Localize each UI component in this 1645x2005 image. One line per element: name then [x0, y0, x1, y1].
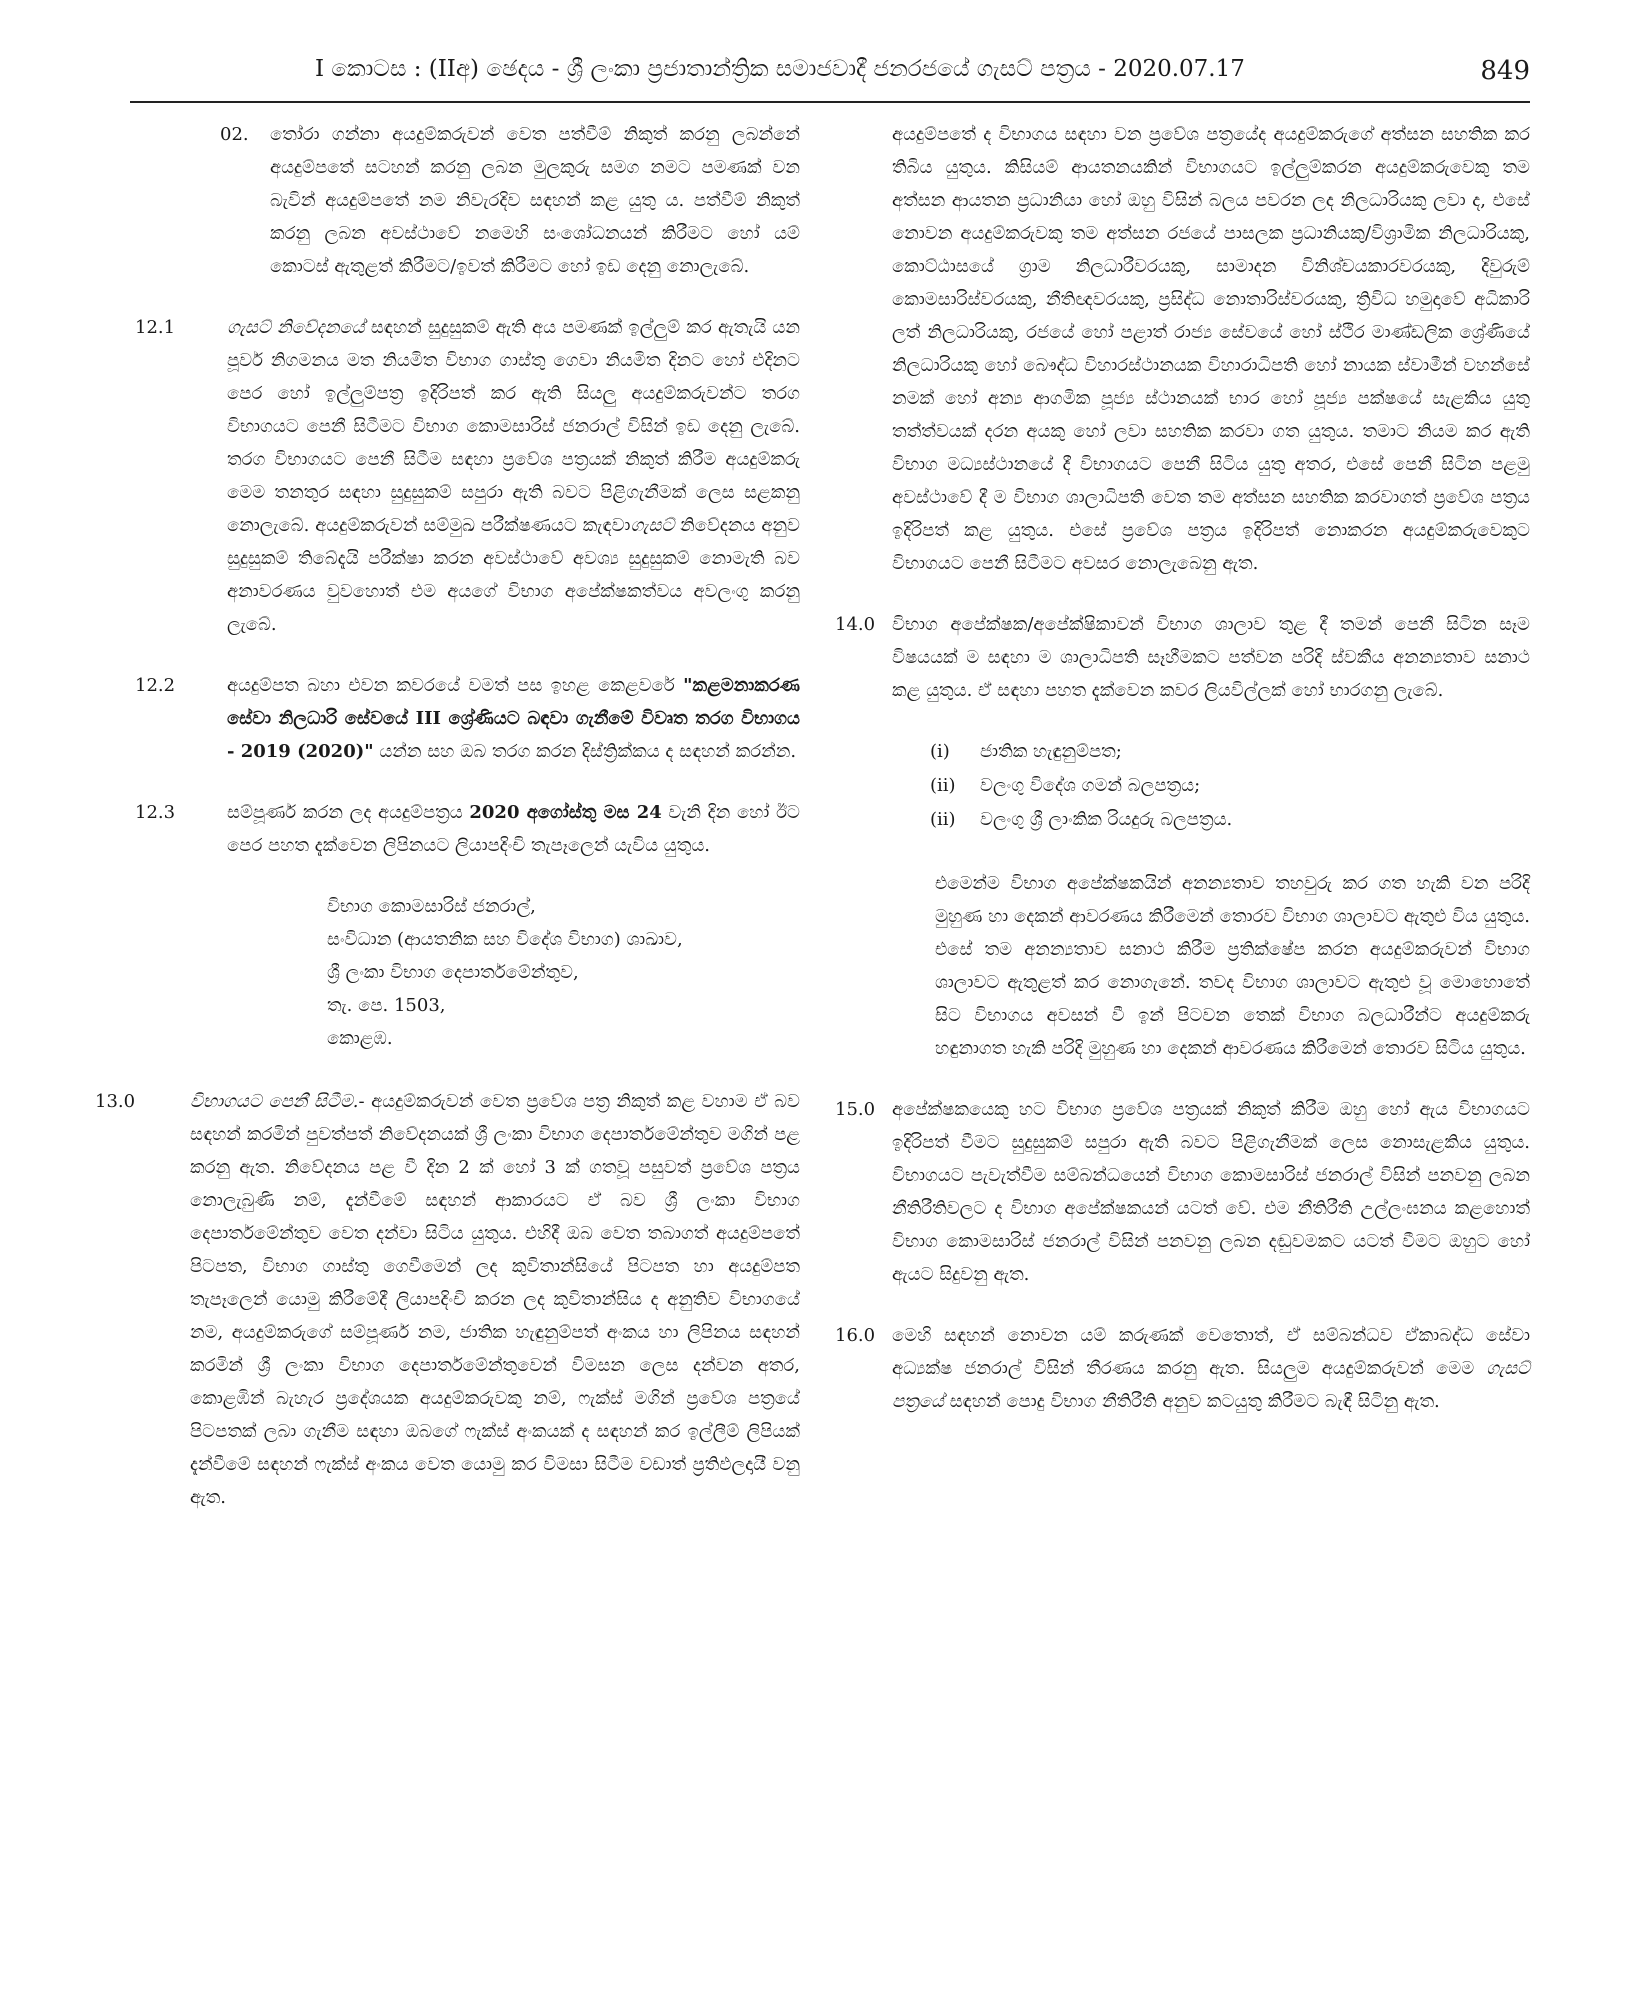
italic-term: ගැසට් — [630, 515, 675, 536]
paragraph-text: තෝරා ගන්නා අයදුම්කරුවන් වෙත පත්වීම් නිකුත් කරනු ලබන්නේ අයදුම්පතේ සටහන් කරනු ලබන මුලකුරු සමග නමට පමණක් වන බැවින් අයදුම්පතේ නම නිවැරදිව සඳහන් කළ යුතු ය. පත්වීම් නිකුත් කරනු ලබන අවස්ථාවේ නමෙහි සංශෝධනයන් කිරීමට හෝ යම් කොටස් ඇතුළත් කිරීමට/ඉවත් කිරීමට හෝ ඉඩ දෙනු නොලැබේ. — [270, 124, 800, 277]
page-number: 849 — [1480, 56, 1530, 86]
list-item-text: ජාතික හැඳුනුම්පත; — [980, 741, 1122, 762]
list-item-text: වලංගු විදේශ ගමන් බලපත්‍රය; — [980, 775, 1201, 796]
paragraph-number: 13.0 — [95, 1091, 136, 1112]
list-marker: (ii) — [930, 809, 956, 830]
section-heading-italic: විභාගයට පෙනී සිටීම. — [190, 1091, 359, 1112]
paragraph-15-0 — [835, 1093, 1530, 1291]
header-title: I කොටස : (IIඅ) ඡෙදය - ශ්‍රී ලංකා ප්‍රජාතාන්ත්‍රික සමාජවාදී ජනරජයේ ගැසට් පත්‍රය - 2020.07.17 — [315, 56, 1245, 82]
paragraph-text — [892, 1319, 1530, 1418]
paragraph-text-part: යන්න සහ ඔබ තරග කරන දිස්ත්‍රික්කය ද සඳහන් කරන්න. — [373, 741, 797, 762]
deadline-date-bold: 2020 අගෝස්තු මස 24 — [469, 802, 662, 823]
paragraph-text — [190, 1085, 800, 1514]
address-line: සංවිධාන (ආයතනික සහ විදේශ විභාග) ශාඛාව, — [327, 929, 683, 950]
paragraph-13-0 — [95, 1085, 800, 1514]
id-documents-list — [930, 735, 1530, 837]
paragraph-14-0 — [835, 608, 1530, 707]
header-rule — [130, 101, 1530, 103]
paragraph-12-1 — [135, 311, 800, 641]
paragraph-text-part: සඳහන් සුදුසුකම් ඇති අය පමණක් ඉල්ලුම් කර ඇතැයි යන පූර්ව නිගමනය මත නියමිත විභාග ගාස්තු ගෙවා නියමිත දිනට හෝ එදිනට පෙර හෝ ඉල්ලුම්පත්‍ර ඉදිරිපත් කර ඇති සියලු අයදුම්කරුවන්ට තරග විභාගයට පෙනී සිටීමට විභාග කොමසාරිස් ජනරාල් විසින් ඉඩ දෙනු ලැබේ. තරග විභාගයට පෙනී සිටීම සඳහා ප්‍රවේශ පත්‍රයක් නිකුත් කිරීම අයදුම්කරු මෙම තනතුර සඳහා සුදුසුකම් සපුරා ඇති බවට පිළිගැනීමක් ලෙස සළකනු නොලැබේ. අයදුම්කරුවන් සම්මුඛ පරීක්ෂණයට කැඳවා — [227, 317, 800, 536]
paragraph-text — [227, 311, 800, 641]
paragraph-12-2 — [135, 669, 800, 768]
paragraph-number: 14.0 — [835, 614, 876, 635]
paragraph-text — [227, 669, 800, 768]
paragraph-14-continued: එමෙන්ම විභාග අපේක්ෂකයින් අනන්‍යතාව තහවුරු කර ගත හැකි වන පරිදි මුහුණ හා දෙකන් ආවරණය කිරීමෙන් තොරව විභාග ශාලාවට ඇතුළු විය යුතුය. එසේ තම අනන්‍යතාව සනාථ කිරීම ප්‍රතික්ෂේප කරන අයදුම්කරුවන් විභාග ශාලාවට ඇතුළත් කර නොගැනේ. තවද විභාග ශාලාවට ඇතුළු වූ මොහොතේ සිට විභාගය අවසන් වී ඉන් පිටවන තෙක් විභාග බලධාරීන්ට අයදුම්කරු හඳුනාගත හැකි පරිදි මුහුණ හා දෙකන් ආවරණය කිරීමෙන් තොරව සිටිය යුතුය. — [935, 873, 1530, 1059]
paragraph-text: අයදුම්පතේ ද විභාගය සඳහා වන ප්‍රවේශ පත්‍රයේද අයදුම්කරුගේ අත්සන සහතික කර තිබිය යුතුය. කිසියම් ආයතනයකින් විභාගයට ඉල්ලුම්කරන අයදුම්කරුවෙකු තම අත්සන ආයතන ප්‍රධානියා හෝ ඔහු විසින් බලය පවරන ලද නිලධාරියකු ලවා ද, එසේ නොවන අයදුම්කරුවකු තම අත්සන රජයේ පාසලක ප්‍රධානියකු/විශ්‍රාමික නිලධාරියකු, කොට්ඨාසයේ ග්‍රාම නිලධාරීවරයකු, සාමාදන විනිශ්චයකාරවරයකු, දිවුරුම් කොමසාරිස්වරයකු, නීතිඥවරයකු, ප්‍රසිද්ධ නොතාරිස්වරයකු, ත්‍රිවිධ හමුදාවේ අධිකාරි ලත් නිලධාරියකු, රජයේ හෝ පළාත් රාජ්‍ය සේවයේ හෝ ස්ථිර මාණ්ඩලික ශ්‍රේණියේ නිලධාරියකු හෝ බෞද්ධ විහාරස්ථානයක විහාරාධිපති හෝ නායක ස්වාමීන් වහන්සේ නමක් හෝ අන්‍ය ආගමික පූජ්‍ය ස්ථානයක් භාර හෝ පූජ්‍ය පක්ෂයේ සැළකිය යුතු තත්ත්වයක් දරන අයකු හෝ ලවා සහතික කරවා ගත යුතුය. තමාට නියම කර ඇති විභාග මධ්‍යස්ථානයේ දී විභාගයට පෙනී සිටිය යුතු අතර, එසේ පෙනී සිටින පළමු අවස්ථාවේ දී ම විභාග ශාලාධිපති වෙත තම අත්සන සහතික කරවාගත් ප්‍රවේශ පත්‍රය ඉදිරිපත් කළ යුතුය. එසේ ප්‍රවේශ පත්‍රය ඉදිරිපත් නොකරන අයදුම්කරුවෙකුට විභාගයට පෙනී සිටීමට අවසර නොලැබෙනු ඇත. — [892, 124, 1530, 574]
paragraph-text-part: වැනි දින හෝ ඊට පෙර පහත දැක්වෙන ලිපිනයට ලියාපදිංචි තැපෑලෙන් යැවිය යුතුය. — [227, 802, 800, 856]
address-line: තැ. පෙ. 1503, — [327, 995, 446, 1016]
address-line: කොළඹ. — [327, 1028, 393, 1049]
left-column — [95, 118, 800, 1542]
list-item — [930, 803, 1530, 837]
paragraph-12-3 — [135, 796, 800, 862]
right-column — [835, 118, 1530, 1446]
paragraph-number: 16.0 — [835, 1325, 876, 1346]
italic-term: ගැසට් නිවේදනයේ — [227, 317, 365, 338]
paragraph-text-part: සඳහන් පොදු විභාග නීතිරීති අනුව කටයුතු කිරීමට බැඳී සිටිනු ඇත. — [944, 1391, 1440, 1412]
paragraph-02 — [135, 118, 800, 283]
paragraph-text: විභාග අපේක්ෂක/අපේක්ෂිකාවන් විභාග ශාලාව තුළ දී තමන් පෙනී සිටින සෑම විෂයයක් ම සඳහා ම ශාලාධිපති සෑහීමකට පත්වන පරිදි ස්වකීය අනන්‍යතාව සනාථ කළ යුතුය. ඒ සඳහා පහත දැක්වෙන කවර ලියවිල්ලක් හෝ භාරගනු ලැබේ. — [892, 614, 1530, 701]
paragraph-text: අපේක්ෂකයෙකු හට විභාග ප්‍රවේශ පත්‍රයක් නිකුත් කිරීම ඔහු හෝ ඇය විභාගයට ඉදිරිපත් වීමට සුදුසුකම් සපුරා ඇති බවට පිළිගැනීමක් ලෙස නොසැළකිය යුතුය. විභාගයට පැවැත්වීම සම්බන්ධයෙන් විභාග කොමසාරිස් ජනරාල් විසින් පනවනු ලබන නීතිරීතිවලට ද විභාග අපේක්ෂකයන් යටත් වේ. එම නීතිරීති උල්ලංඝනය කළහොත් විභාග කොමසාරිස් ජනරාල් විසින් පනවනු ලබන දඬුවමකට යටත් වීමට ඔහුට හෝ ඇයට සිදුවනු ඇත. — [892, 1099, 1530, 1285]
exam-title-bold: "කළමනාකරණ සේවා නිලධාරි සේවයේ III ශ්‍රේණියට බඳවා ගැනීමේ විවෘත තරග විභාගය - 2019 (2020)" — [227, 675, 800, 762]
address-line: ශ්‍රී ලංකා විභාග දෙපාර්තමේන්තුව, — [327, 962, 579, 983]
paragraph-text-part: මෙහි සඳහන් නොවන යම් කරුණක් වෙතොත්, ඒ සම්බන්ධව ඒකාබද්ධ සේවා අධ්‍යක්ෂ ජනරාල් විසින් තීරණය කරනු ඇත. සියලුම අයදුම්කරුවන් මෙම — [892, 1325, 1530, 1379]
paragraph-text-part: සම්පූර්ණ කරන ලද අයදුම්පත්‍රය — [227, 802, 470, 823]
paragraph-number: 12.3 — [135, 802, 176, 823]
italic-term: ගැසට් පත්‍රයේ — [892, 1358, 1530, 1412]
paragraph-text-part: - අයදුම්කරුවන් වෙත ප්‍රවේශ පත්‍ර නිකුත් කළ වහාම ඒ බව සඳහන් කරමින් පුවත්පත් නිවේදනයක් ශ්‍රී ලංකා විභාග දෙපාර්තමේන්තුව මගින් පළ කරනු ඇත. නිවේදනය පළ වී දින 2 ක් හෝ 3 ක් ගතවූ පසුවත් ප්‍රවේශ පත්‍රය නොලැබුණි නම්, දැන්වීමේ සඳහන් ආකාරයට ඒ බව ශ්‍රී ලංකා විභාග දෙපාර්තමේන්තුව වෙත දන්වා සිටිය යුතුය. එහිදී ඔබ වෙත තබාගත් අයදුම්පතේ පිටපත, විභාග ගාස්තු ගෙවීමෙන් ලද කුවිතාන්සියේ පිටපත හා අයදුම්පත තැපෑලෙන් යොමු කිරීමේදී ලියාපදිංචි කරන ලද කුවිතාන්සිය ද අනුතිව විභාගයේ නම, අයදුම්කරුගේ සම්පූර්ණ නම, ජාතික හැඳුනුම්පත් අංකය හා ලිපිනය සඳහන් කරමින් ශ්‍රී ලංකා විභාග දෙපාර්තමේන්තුවෙන් විමසන ලෙස දන්වන අතර, කොළඹින් බැහැර ප්‍රදේශයක අයදුම්කරුවකු නම්, ෆැක්ස් මගින් ප්‍රවේශ පත්‍රයේ පිටපතක් ලබා ගැනීම සඳහා ඔබගේ ෆැක්ස් අංකයක් ද සඳහන් කර ඉල්ලීම් ලිපියක් දැන්වීමේ සඳහන් ෆැක්ස් අංකය වෙත යොමු කර විමසා සිටීම වඩාත් ප්‍රතිඵලදායී වනු ඇත. — [190, 1091, 800, 1508]
paragraph-number: 12.1 — [135, 317, 176, 338]
list-marker: (ii) — [930, 775, 956, 796]
address-line: විභාග කොමසාරිස් ජනරාල්, — [327, 896, 536, 917]
paragraph-number: 15.0 — [835, 1099, 876, 1120]
list-item-text: වලංගු ශ්‍රී ලාංකික රියදුරු බලපත්‍රය. — [980, 809, 1233, 830]
list-item — [930, 769, 1530, 803]
paragraph-number: 02. — [220, 124, 249, 145]
paragraph-text-part: අයදුම්පත බහා එවන කවරයේ වමත් පස ඉහළ කෙළවරේ — [227, 675, 684, 696]
list-marker: (i) — [930, 741, 950, 762]
page-header — [130, 52, 1530, 96]
continued-paragraph — [892, 118, 1530, 580]
paragraph-16-0 — [835, 1319, 1530, 1418]
paragraph-text-part: නිවේදනය අනුව සුදුසුකම් තිබේදැයි පරීක්ෂා කරන අවස්ථාවේ අවශ්‍ය සුදුසුකම් නොමැති බව අනාවරණය වුවහොත් එම අයගේ විභාග අපේක්ෂකත්වය අවලංගු කරනු ලැබේ. — [227, 515, 800, 635]
list-item — [930, 735, 1530, 769]
paragraph-text — [227, 796, 800, 862]
paragraph-number: 12.2 — [135, 675, 176, 696]
postal-address — [327, 890, 800, 1055]
